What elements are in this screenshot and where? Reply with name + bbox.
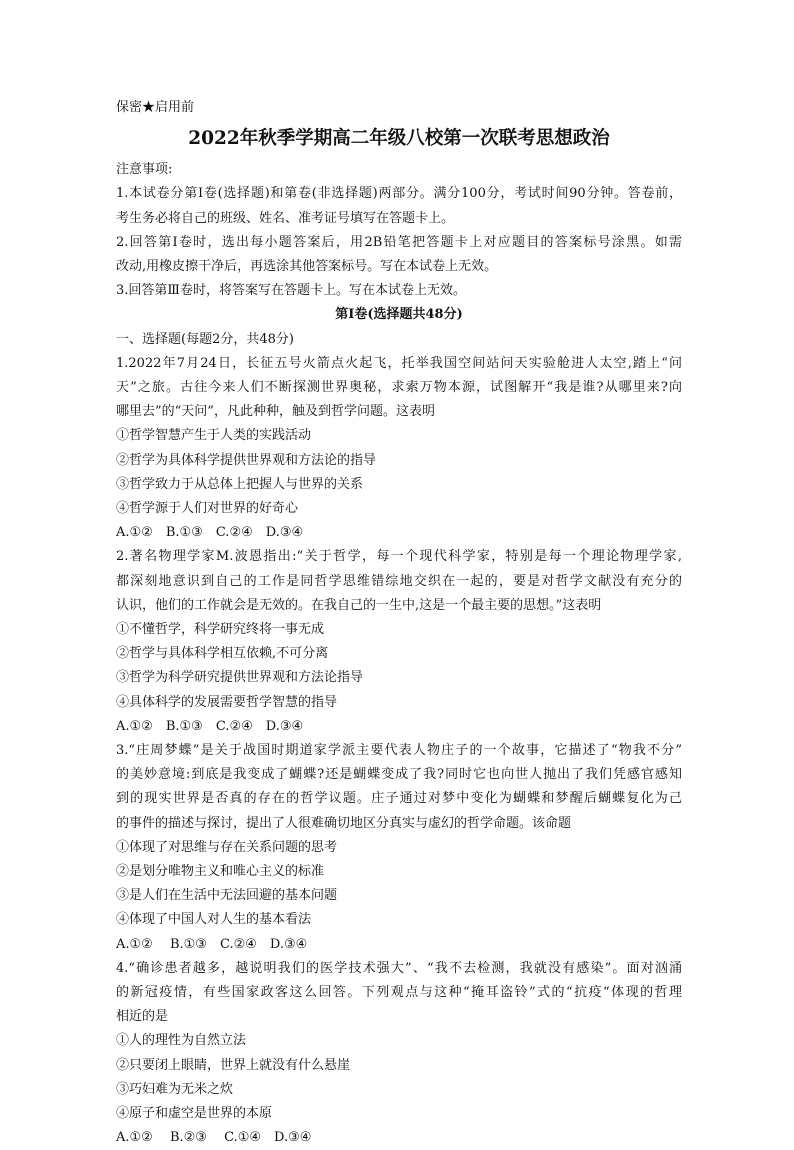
- question-choices: A.①② B.①③ C.②④ D.③④: [116, 525, 304, 541]
- question-option: ④原子和虚空是世界的本原: [116, 1105, 273, 1121]
- question-option: ④具体科学的发展需要哲学智慧的指导: [116, 694, 338, 710]
- question-stem-line: 1.2022年7月24日，长征五号火箭点火起飞，托举我国空间站问天实验舱进人太空,踏上“问: [116, 355, 682, 371]
- question-option: ④体现了中国人对人生的基本看法: [116, 912, 312, 928]
- question-1: [116, 352, 682, 546]
- question-option: ③哲学致力于从总体上把握人与世界的关系: [116, 476, 364, 492]
- question-option: ①哲学智慧产生于人类的实践活动: [116, 428, 312, 444]
- question-3: [116, 739, 682, 957]
- question-option: ①不懂哲学，科学研究终将一事无成: [116, 621, 325, 637]
- section-subtitle: 一、选择题(每题2分，共48分): [116, 331, 294, 347]
- question-stem-line: 哪里去”的“天问”，凡此种种，触及到哲学问题。这表明: [116, 404, 435, 420]
- notes-line: 2.回答第Ⅰ卷时，选出每小题答案后，用2B铅笔把答题卡上对应题目的答案标号涂黑。如需: [116, 234, 682, 250]
- notes-line: 考生务必将自己的班级、姓名、准考证号填写在答题卡上。: [116, 210, 455, 226]
- question-stem-line: 到的现实世界是否真的存在的哲学议题。庄子通过对梦中变化为蝴蝶和梦醒后蝴蝶复化为己: [116, 791, 682, 807]
- confidential-label: 保密★启用前: [116, 100, 195, 115]
- question-choices: A.①② B.①③ C.②④ D.③④: [116, 936, 308, 952]
- question-option: ③巧妇难为无米之炊: [116, 1081, 234, 1097]
- question-4: [116, 957, 682, 1150]
- notes-line: 改动,用橡皮擦干净后，再选涂其他答案标号。写在本试卷上无效。: [116, 258, 498, 274]
- question-option: ①人的理性为自然立法: [116, 1033, 247, 1049]
- question-option: ①体现了对思维与存在关系问题的思考: [116, 839, 338, 855]
- question-option: ②是划分唯物主义和唯心主义的标准: [116, 863, 325, 879]
- question-option: ②哲学与具体科学相互依赖,不可分离: [116, 646, 329, 662]
- question-stem-line: 2.著名物理学家M.波恩指出:“关于哲学，每一个现代科学家，特别是每一个理论物理学家,: [116, 549, 682, 565]
- question-stem-line: 天”之旅。古往今来人们不断探测世界奥秘，求索万物本源，试图解开“我是谁?从哪里来?向: [116, 379, 682, 395]
- question-stem-line: 4.“确诊患者越多，越说明我们的医学技术强大”、“我不去检测，我就没有感染”。面对汹涌: [116, 960, 682, 976]
- question-stem-line: 的事件的描述与探讨，提出了人很难确切地区分真实与虚幻的哲学命题。该命题: [116, 815, 572, 831]
- question-choices: A.①② B.①③ C.②④ D.③④: [116, 718, 304, 734]
- notes-line: 3.回答第Ⅲ卷时，将答案写在答题卡上。写在本试卷上无效。: [116, 283, 466, 299]
- section-title: 第Ⅰ卷(选择题共48分): [335, 307, 463, 323]
- question-stem-line: 相近的是: [116, 1009, 169, 1025]
- question-2: [116, 545, 682, 739]
- exam-page: [116, 96, 682, 1150]
- question-stem-line: 3.“庄周梦蝶”是关于战国时期道家学派主要代表人物庄子的一个故事，它描述了“物我不分”: [116, 742, 682, 758]
- question-option: ③是人们在生活中无法回避的基本问题: [116, 888, 338, 904]
- notes-heading: 注意事项:: [116, 162, 173, 178]
- question-stem-line: 的新冠疫情，有些国家政客这么回答。下列观点与这种“掩耳盗铃”式的“抗疫“体现的哲理: [116, 984, 682, 1000]
- question-stem-line: 的美妙意境:到底是我变成了蝴蝶?还是蝴蝶变成了我?同时它也向世人抛出了我们凭感官感知: [116, 767, 682, 783]
- question-stem-line: 认识，他们的工作就会是无效的。在我自己的一生中,这是一个最主要的思想。”这表明: [116, 597, 602, 613]
- exam-title: 2022年秋季学期高二年级八校第一次联考思想政治: [188, 128, 610, 150]
- question-choices: A.①② B.②③ C.①④ D.③④: [116, 1130, 312, 1146]
- question-option: ②哲学为具体科学提供世界观和方法论的指导: [116, 452, 377, 468]
- notes-line: 1.本试卷分第Ⅰ卷(选择题)和第卷(非选择题)两部分。满分100分，考试时间90分钟。答卷前，: [116, 186, 682, 202]
- question-option: ③哲学为科学研究提供世界观和方法论指导: [116, 670, 364, 686]
- question-option: ④哲学源于人们对世界的好奇心: [116, 500, 299, 516]
- question-stem-line: 都深刻地意识到自己的工作是同哲学思维错综地交织在一起的，要是对哲学文献没有充分的: [116, 573, 682, 589]
- question-option: ②只要闭上眼睛，世界上就没有什么悬崖: [116, 1057, 351, 1073]
